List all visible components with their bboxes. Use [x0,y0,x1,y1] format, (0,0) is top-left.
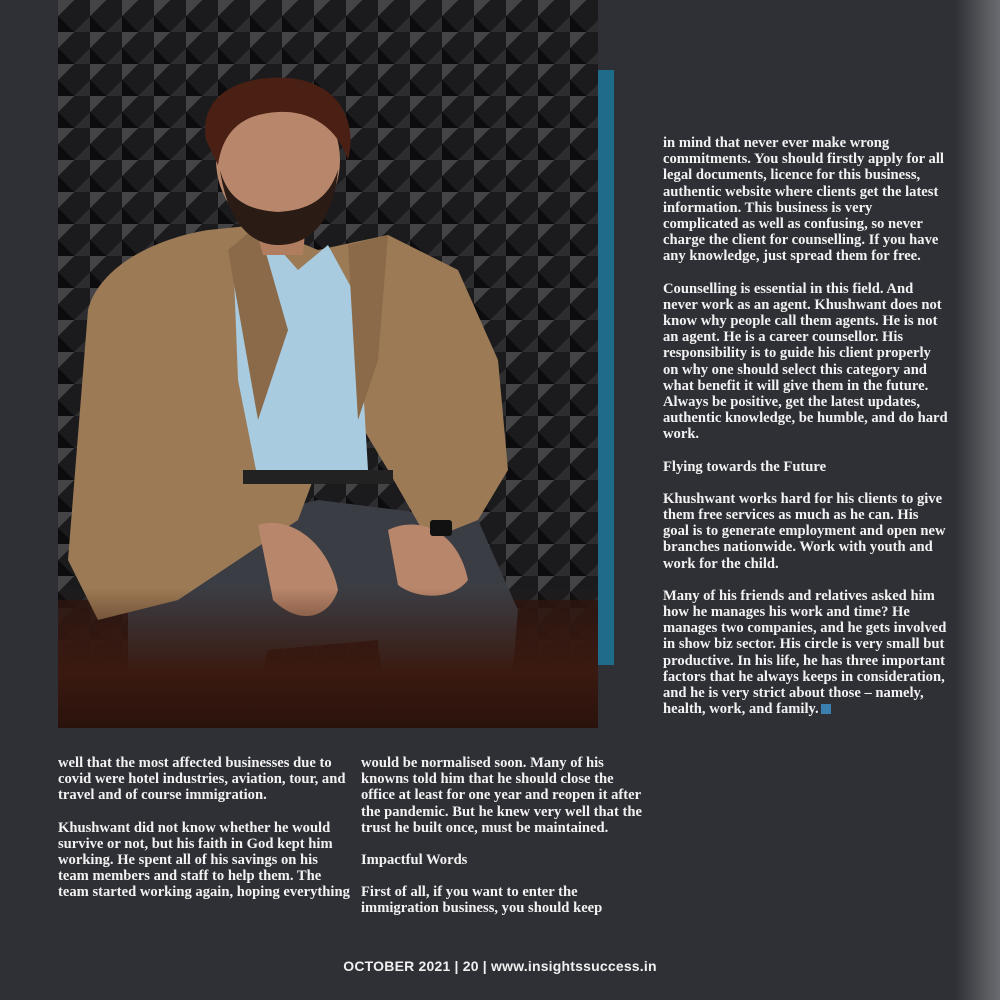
page-edge-shadow [955,0,1000,1000]
paragraph: Counselling is essential in this field. And never work as an agent. Khushwant does not know why people call them agents. He is not an agent. He is a career counsellor. His responsibility is to guide his client properly on why one should select this category and what benefit it will give them in the future. Always be positive, get the latest updates, authentic knowledge, be humble, and do hard work. [663,280,948,443]
paragraph: Khushwant works hard for his clients to give them free services as much as he can. His goal is to generate employment and open new branches nationwide. Work with youth and work for the child. [663,490,946,572]
photo-floor-shade [58,588,598,728]
paragraph: would be normalised soon. Many of his knowns told him that he should close the office at least for one year and reopen it after the pandemic. But he knew very well that the trust he built once, must be maintained. [361,755,642,836]
accent-bar [598,70,614,665]
paragraph: in mind that never ever make wrong commitments. You should firstly apply for all legal documents, licence for this business, authentic website where clients get the latest information. This business is very complicated as well as confusing, so never charge the client for counselling. If you have any knowledge, just spread them for free. [663,135,944,265]
paragraph-final [663,588,948,718]
portrait-photo [58,0,598,728]
section-heading: Impactful Words [361,852,468,869]
end-mark-icon [821,704,831,714]
paragraph: Khushwant did not know whether he would survive or not, but his faith in God kept him working. He spent all of his savings on his team members and staff to help them. The team started working again, hoping everything [58,819,350,901]
section-heading: Flying towards the Future [663,458,827,475]
paragraph: First of all, if you want to enter the immigration business, you should keep [361,884,603,917]
article-column-left [58,755,350,917]
article-column-middle [361,755,651,933]
paragraph: well that the most affected businesses due to covid were hotel industries, aviation, tour, and travel and of course immigration. [58,755,346,804]
article-column-right [663,135,948,734]
page-footer: OCTOBER 2021 | 20 | www.insightssuccess.in [343,958,657,974]
paragraph-text: Many of his friends and relatives asked him how he manages his work and time? He manages two companies, and he gets involved in show biz sector. His circle is very small but productive. In his life, he has three important factors that he always keeps in consideration, and he is very strict about those – namely, health, work, and family. [663,587,947,718]
